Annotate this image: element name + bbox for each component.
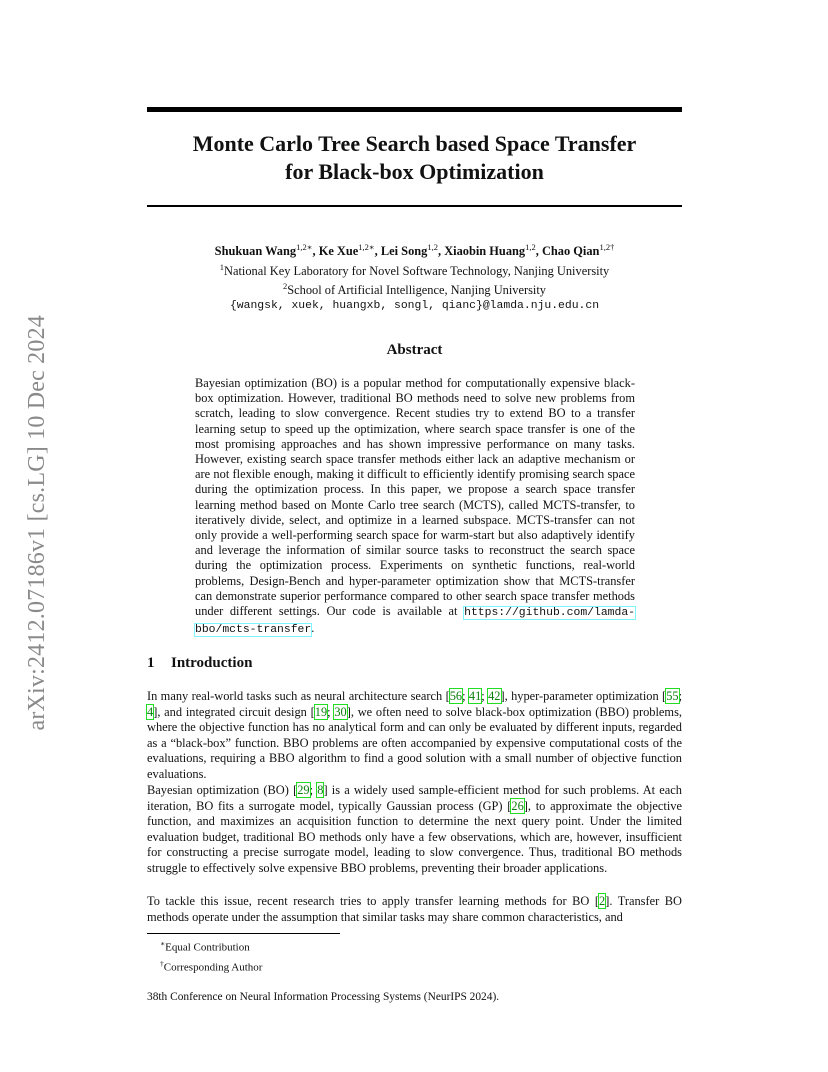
citation-link[interactable]: 42 xyxy=(488,689,501,703)
code-link[interactable]: https://github.com/lamda-bbo/mcts-transfer xyxy=(195,607,635,637)
author-equal-contribution-mark: ∗ xyxy=(306,242,313,252)
title-line-2: for Black-box Optimization xyxy=(285,159,544,184)
paper-title xyxy=(147,130,682,186)
paragraph-text: ], hyper-parameter optimization [ xyxy=(500,689,667,703)
citation-link[interactable]: 56 xyxy=(449,689,463,703)
paragraph-text: Bayesian optimization (BO) [ xyxy=(147,783,298,797)
author-block xyxy=(147,240,682,314)
citation-link[interactable]: 55 xyxy=(666,689,679,703)
author-separator: , xyxy=(535,244,542,259)
abstract-end: . xyxy=(311,621,315,636)
author-emails: {wangsk, xuek, huangxb, songl, qianc}@lamda.nju.edu.cn xyxy=(229,299,600,312)
author-separator: , xyxy=(374,244,381,259)
paragraph-text: ; xyxy=(678,689,683,703)
abstract-text: Bayesian optimization (BO) is a popular method for computationally expensive black-box optimization. However, traditional BO methods need to solve new problems from scratch, leading to slow convergence. Recent studies try to extend BO to a transfer learning setup to speed up the optimization, where search space transfer is one of the most promising approaches and has shown impressive performance on many tasks. However, existing search space transfer methods either lack an adaptive mechanism or are not flexible enough, making it difficult to efficiently identify promising search space during the optimization process. In this paper, we propose a search space transfer learning method based on Monte Carlo tree search (MCTS), called MCTS-transfer, to iteratively divide, select, and optimize in a learned subspace. MCTS-transfer can not only provide a well-performing search space for warm-start but also adaptively identify and leverage the information of similar source tasks to reconstruct the search space during the optimization process. Experiments on synthetic functions, real-world problems, Design-Bench and hyper-parameter optimization show that MCTS-transfer can demonstrate superior performance compared to other search space transfer methods under different settings. Our code is available at xyxy=(195,376,635,619)
author-name-text: Shukuan Wang xyxy=(214,244,297,259)
intro-paragraph-3 xyxy=(147,894,682,925)
citation-link[interactable]: 2 xyxy=(598,894,606,908)
author-affiliation-mark: 1,2 xyxy=(427,242,438,252)
author-name-text: Lei Song xyxy=(380,244,428,259)
author-name-text: Ke Xue xyxy=(318,244,359,259)
author-separator: , xyxy=(437,244,445,259)
paragraph-text: ; xyxy=(481,689,489,703)
intro-paragraph-2 xyxy=(147,783,682,876)
affiliation-mark: 2 xyxy=(282,281,288,292)
affiliation-2 xyxy=(147,279,682,299)
arxiv-stamp xyxy=(19,288,55,758)
author-equal-contribution-mark: ∗ xyxy=(368,242,375,252)
citation-link[interactable]: 30 xyxy=(334,704,347,719)
paragraph-text: ]. Transfer BO methods operate under the assumption that similar tasks may share common characteristics, and xyxy=(147,894,682,924)
author-affiliation-mark: 1,2 xyxy=(358,242,369,252)
author-list xyxy=(147,240,682,260)
paragraph-text: ] is a widely used sample-efficient method for such problems. At each iteration, BO fits a surrogate model, typically Gaussian process (GP) [ xyxy=(147,783,682,813)
author-affiliation-mark: 1,2 xyxy=(296,242,307,252)
abstract-heading: Abstract xyxy=(386,342,443,358)
paragraph-text: ], we often need to solve black-box optimization (BBO) problems, where the objective function has no analytical form and can only be evaluated by different inputs, regarded as a “black-box” function. BBO problems are often accompanied by expensive computational costs of the evaluations, requiring a BBO algorithm to find a good solution with a small number of objective function evaluations. xyxy=(147,704,682,781)
affiliation-text: School of Artificial Intelligence, Nanjing University xyxy=(287,283,546,298)
title-bottom-rule xyxy=(147,205,682,207)
footnote-mark: † xyxy=(160,958,164,968)
citation-link[interactable]: 26 xyxy=(511,798,524,813)
footnote-text: Equal Contribution xyxy=(165,941,250,954)
author-name-text: Chao Qian xyxy=(541,244,600,259)
paragraph-text: ; xyxy=(462,689,469,703)
paragraph-text: In many real-world tasks such as neural architecture search [ xyxy=(147,689,450,703)
footnote-equal-contribution xyxy=(160,936,262,956)
title-line-1: Monte Carlo Tree Search based Space Transfer xyxy=(192,131,637,156)
footnotes xyxy=(160,936,262,975)
citation-link[interactable]: 41 xyxy=(468,689,482,703)
affiliation-1 xyxy=(147,260,682,280)
footnote-mark: ∗ xyxy=(160,939,166,948)
author-name xyxy=(215,244,313,258)
author-name-text: Xiaobin Huang xyxy=(444,244,526,259)
section-title: Introduction xyxy=(171,655,253,671)
affiliation-mark: 1 xyxy=(219,261,225,272)
footnote-corresponding-author xyxy=(160,956,262,976)
citation-link[interactable]: 4 xyxy=(147,704,154,719)
abstract-body xyxy=(195,376,635,638)
section-number: 1 xyxy=(147,655,155,671)
author-name xyxy=(319,244,375,258)
footnote-rule xyxy=(147,933,340,934)
affiliation-text: National Key Laboratory for Novel Software Technology, Nanjing University xyxy=(224,263,610,278)
title-top-rule xyxy=(147,107,682,112)
paragraph-text: ], to approximate the objective function, and maximizes an acquisition function to determine the next query point. Under the limited evaluation budget, traditional BO methods only have a few observations, which are, however, insufficient for constructing a precise surrogate model, leading to slow convergence. Thus, traditional BO methods struggle to effectively solve expensive BBO problems, preventing their broader applications. xyxy=(147,798,682,875)
author-name xyxy=(444,244,536,258)
author-name xyxy=(542,244,614,258)
author-name xyxy=(381,244,438,258)
intro-paragraph-1 xyxy=(147,689,682,782)
author-affiliation-mark: 1,2† xyxy=(599,242,615,252)
arxiv-identifier: arXiv:2412.07186v1 [cs.LG] 10 Dec 2024 xyxy=(23,315,50,731)
paragraph-text: ], and integrated circuit design [ xyxy=(153,704,315,719)
citation-link[interactable]: 19 xyxy=(314,704,328,719)
footnote-text: Corresponding Author xyxy=(163,961,263,974)
conference-footer: 38th Conference on Neural Information Processing Systems (NeurIPS 2024). xyxy=(147,991,500,1003)
section-heading xyxy=(147,655,252,672)
citation-link[interactable]: 8 xyxy=(317,783,324,797)
author-affiliation-mark: 1,2 xyxy=(525,242,536,252)
paragraph-text: ; xyxy=(309,783,318,797)
paragraph-text: ; xyxy=(327,704,335,719)
author-separator: , xyxy=(312,244,319,259)
citation-link[interactable]: 29 xyxy=(297,783,310,797)
paragraph-text: To tackle this issue, recent research tries to apply transfer learning methods for BO [ xyxy=(147,894,599,908)
